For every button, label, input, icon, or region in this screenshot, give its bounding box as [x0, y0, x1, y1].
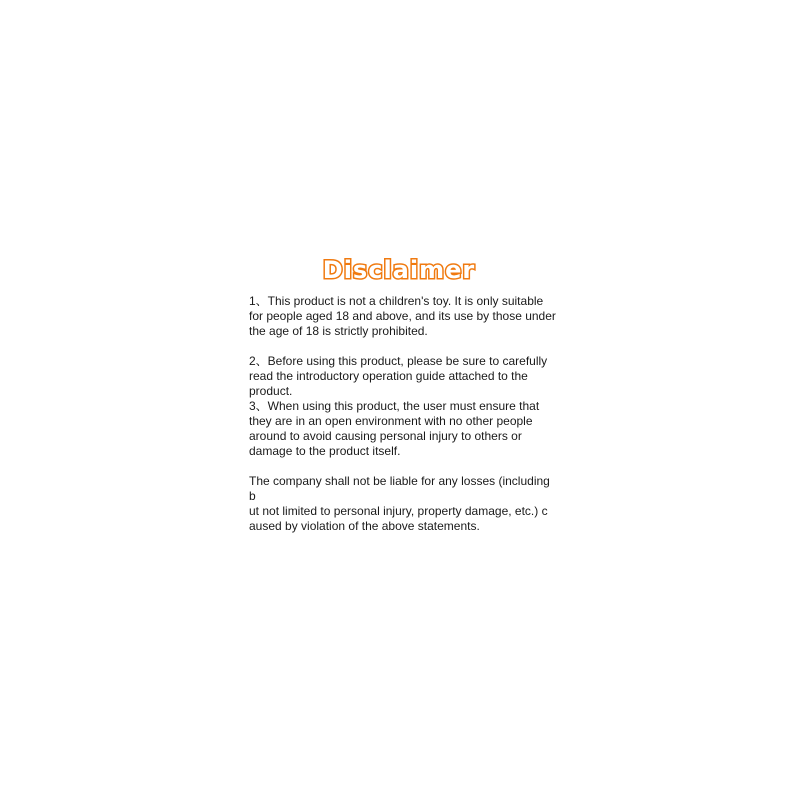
- liability-statement: The company shall not be liable for any losses (including b ut not limited to personal injury, property damage, etc.) c aused by violation of the above statements.: [249, 474, 550, 533]
- disclaimer-title: Disclaimer: [322, 256, 476, 284]
- spacer: [249, 459, 559, 474]
- disclaimer-item-1: 1、This product is not a children's toy. It is only suitable for people aged 18 and above, and its use by those under the age of 18 is strictly prohibited.: [249, 294, 556, 338]
- disclaimer-block: [249, 254, 559, 534]
- spacer: [249, 339, 559, 354]
- title-wrap: [249, 254, 549, 286]
- disclaimer-item-2: 2、Before using this product, please be sure to carefully read the introductory operation guide attached to the product.: [249, 354, 548, 398]
- disclaimer-item-3: 3、When using this product, the user must ensure that they are in an open environment with no other people around to avoid causing personal injury to others or damage to the product itself.: [249, 399, 540, 458]
